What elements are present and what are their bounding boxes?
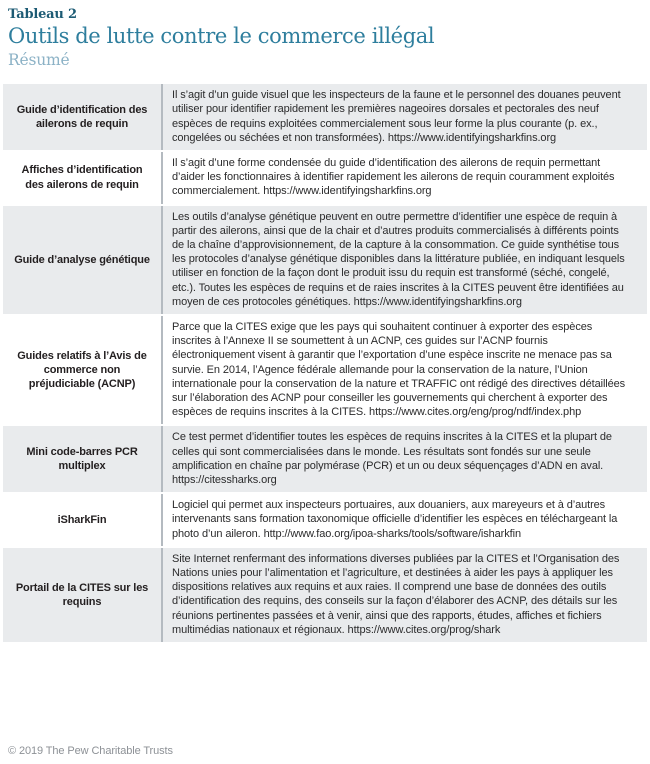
table-eyebrow: Tableau 2 <box>8 7 77 22</box>
table-row <box>3 152 647 204</box>
tool-description-cell: Logiciel qui permet aux inspecteurs portuaires, aux douaniers, aux mareyeurs et à d’autres intervenants sans formation taxonomique officielle d’identifier les espèces en téléchargeant la photo d’un aileron. http://www.fao.org/ipoa-sharks/tools/software/isharkfin <box>161 494 647 546</box>
tool-description-cell: Les outils d’analyse génétique peuvent en outre permettre d’identifier une espèce de requin à partir des ailerons, ainsi que de la chair et d’autres produits commercialisés à différents points de la chaîne d’approvisionnement, de la capture à la consommation. Ce guide synthétise tous les protocoles d’analyse génétique disponibles dans la littérature publiée, en indiquant lesquels utiliser en fonction de la façon dont le produit issu du requin est transformé (séché, congelé, etc.). Toutes les espèces de requins et de raies inscrites à la CITES peuvent être identifiées au moyen de ces protocoles génétiques. https://www.identifyingsharkfins.org <box>161 206 647 314</box>
tool-name-cell: Guides relatifs à l’Avis de commerce non préjudiciable (ACNP) <box>17 349 147 391</box>
tool-name-cell: Mini code-barres PCR multiplex <box>26 445 138 473</box>
table-row <box>3 548 647 642</box>
tool-description-cell: Il s’agit d’une forme condensée du guide d’identification des ailerons de requin permettant d’aider les fonctionnaires à identifier rapidement les ailerons de requin couramment exploités commercialement. https://www.identifyingsharkfins.org <box>161 152 647 204</box>
page-title: Outils de lutte contre le commerce illégal <box>8 24 435 48</box>
tool-description-cell: Site Internet renfermant des informations diverses publiées par la CITES et l’Organisation des Nations unies pour l’alimentation et l’agriculture, et destinées à aider les pays à appliquer les dispositions relatives aux requins et aux raies. Il comprend une base de données des outils d’identification des requins, des conseils sur la façon d’élaborer des ACNP, des détails sur les réunions pertinentes passées et à venir, ainsi que des rapports, études, affiches et fichiers multimédias nationaux et régionaux. https://www.cites.org/prog/shark <box>161 548 647 642</box>
table-row <box>3 494 647 546</box>
tool-description-cell: Ce test permet d’identifier toutes les espèces de requins inscrites à la CITES et la plupart de celles qui sont commercialisées dans le monde. Les résultats sont fondés sur une seule amplification en chaîne par polymérase (PCR) et un ou deux séquençages d’ADN en aval. https://citessharks.org <box>161 426 647 492</box>
tool-name-cell: Affiches d’identification des ailerons de requin <box>21 164 143 191</box>
table-row <box>3 426 647 492</box>
table-row <box>3 84 647 150</box>
page-subtitle: Résumé <box>8 51 70 70</box>
tool-description-cell: Il s’agit d’un guide visuel que les inspecteurs de la faune et le personnel des douanes peuvent utiliser pour identifier rapidement les premières nageoires dorsales et pectorales des neuf espèces de requins exploitées commercialement sous leur forme la plus courante (p. ex., congelées ou séchées et non transformées). https://www.identifyingsharkfins.org <box>161 84 647 150</box>
tool-name-cell: Portail de la CITES sur les requins <box>15 581 149 608</box>
tool-description-cell: Parce que la CITES exige que les pays qui souhaitent continuer à exporter des espèces inscrites à l’Annexe II se soumettent à un ACNP, ces guides sur l’ACNP fournis électroniquement visent à garantir que l’exportation d’une espèce inscrite ne menace pas sa survie. En 2014, l’Agence fédérale allemande pour la conservation de la nature, l’Union internationale pour la conservation de la nature et TRAFFIC ont rédigé des directives détaillées sur l’élaboration des ACNP pour conseiller les gouvernements qui cherchent à exporter des espèces de requins inscrites à la CITES. https://www.cites.org/eng/prog/ndf/index.php <box>161 316 647 424</box>
tool-name-cell: Guide d’analyse génétique <box>14 253 150 266</box>
tool-name-cell: iSharkFin <box>57 513 107 526</box>
copyright-notice: © 2019 The Pew Charitable Trusts <box>8 745 173 757</box>
tools-table <box>3 84 647 642</box>
table-row <box>3 206 647 314</box>
tool-name-cell: Guide d’identification des ailerons de requin <box>16 103 148 130</box>
table-row <box>3 316 647 424</box>
document-header <box>0 0 650 69</box>
